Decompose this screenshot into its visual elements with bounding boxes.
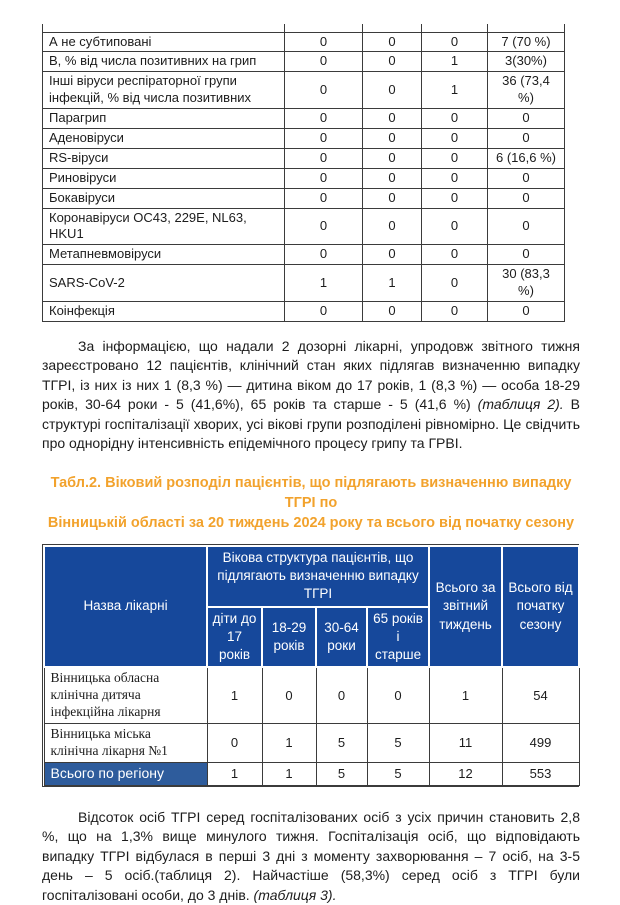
virus-name-cell: Інші віруси респіраторної групи інфекцій, % від числа позитивних xyxy=(43,72,285,109)
value-cell: 1 xyxy=(363,265,422,302)
report-page xyxy=(0,24,620,905)
table-row xyxy=(44,667,579,723)
virus-name-cell: Коронавіруси OC43, 229E, NL63, HKU1 xyxy=(43,208,285,245)
value-cell: 54 xyxy=(502,667,579,723)
virus-name-cell: Аденовіруси xyxy=(43,128,285,148)
value-cell: 12 xyxy=(429,762,502,785)
value-cell: 0 xyxy=(363,208,422,245)
col-header-age-65plus: 65 років і старше xyxy=(367,607,429,668)
value-cell: 0 xyxy=(262,667,316,723)
table-row xyxy=(43,208,565,245)
cut-off-row xyxy=(43,24,565,32)
virus-name-cell: Бокавіруси xyxy=(43,188,285,208)
value-cell: 0 xyxy=(285,72,363,109)
value-cell: 7 (70 %) xyxy=(488,32,565,52)
value-cell: 5 xyxy=(316,762,367,785)
value-cell: 0 xyxy=(422,148,488,168)
value-cell: 5 xyxy=(367,723,429,762)
value-cell: 0 xyxy=(363,168,422,188)
value-cell: 0 xyxy=(363,188,422,208)
col-header-age-structure: Вікова структура пацієнтів, що підлягають визначенню випадку ТГРІ xyxy=(207,546,429,607)
value-cell: 1 xyxy=(429,667,502,723)
value-cell: 0 xyxy=(285,301,363,321)
value-cell: 499 xyxy=(502,723,579,762)
value-cell: 0 xyxy=(363,128,422,148)
paragraph-text: За інформацією, що надали 2 дозорні лікарні, упродовж звітного тижня зареєстровано 12 пацієнтів, клінічний стан яких підлягав визначенню випадку ТГРІ, із них із них 1 (8,3 %) — дитина віком до 17 років, 1 (8,3 %) — особа 18-29 років, 30-64 роки - 5 (41,6%), 65 років та старше - 5 (41,6 %) xyxy=(42,337,580,413)
table-row xyxy=(43,301,565,321)
value-cell: 1 xyxy=(207,762,262,785)
virus-name-cell: В, % від числа позитивних на грип xyxy=(43,52,285,72)
value-cell: 0 xyxy=(488,245,565,265)
table-row xyxy=(43,168,565,188)
value-cell: 0 xyxy=(488,128,565,148)
value-cell: 0 xyxy=(285,208,363,245)
virus-name-cell: Метапневмовіруси xyxy=(43,245,285,265)
col-header-hospital: Назва лікарні xyxy=(44,546,207,667)
value-cell: 0 xyxy=(488,188,565,208)
value-cell: 0 xyxy=(422,168,488,188)
virus-name-cell: Коінфекція xyxy=(43,301,285,321)
value-cell: 0 xyxy=(285,32,363,52)
value-cell: 0 xyxy=(207,723,262,762)
value-cell: 0 xyxy=(422,208,488,245)
value-cell: 1 xyxy=(207,667,262,723)
value-cell: 5 xyxy=(367,762,429,785)
value-cell: 5 xyxy=(316,723,367,762)
value-cell: 6 (16,6 %) xyxy=(488,148,565,168)
paragraph-text: Відсоток осіб ТГРІ серед госпіталізованих осіб з усіх причин становить 2,8 %, що на 1,3% вище минулого тижня. Госпіталізація осіб, що відповідають випадку ТГРІ відбулася в перші 3 дні з моменту захворювання – 7 осіб, на 3-5 день – 5 осіб.(таблиця 2). Найчастіше (58,3%) серед осіб з ТГРІ були госпіталізовані особи, до 3 днів. xyxy=(42,808,580,903)
caption-line: Вінницькій області за 20 тиждень 2024 року та всього від початку сезону xyxy=(47,514,575,531)
value-cell: 0 xyxy=(488,109,565,129)
header-row xyxy=(44,546,579,607)
value-cell: 1 xyxy=(262,762,316,785)
table-row xyxy=(43,109,565,129)
table-row xyxy=(43,245,565,265)
value-cell: 0 xyxy=(285,245,363,265)
table-row xyxy=(44,723,579,762)
col-header-age-0-17: діти до 17 років xyxy=(207,607,262,668)
age-distribution-table-frame xyxy=(42,544,579,787)
col-header-age-30-64: 30-64 роки xyxy=(316,607,367,668)
col-header-season-total: Всього від початку сезону xyxy=(502,546,579,667)
value-cell: 0 xyxy=(285,148,363,168)
paragraph-tgri-percentage xyxy=(42,808,580,905)
table-row xyxy=(43,188,565,208)
value-cell: 0 xyxy=(422,32,488,52)
region-total-row xyxy=(44,762,579,785)
paragraph-hospital-summary xyxy=(42,337,580,454)
table-row xyxy=(43,72,565,109)
col-header-age-18-29: 18-29 років xyxy=(262,607,316,668)
hospital-name-cell: Вінницька обласна клінічна дитяча інфекційна лікарня xyxy=(44,667,207,723)
value-cell: 0 xyxy=(363,32,422,52)
hospital-name-cell: Вінницька міська клінічна лікарня №1 xyxy=(44,723,207,762)
value-cell: 0 xyxy=(488,301,565,321)
value-cell: 1 xyxy=(285,265,363,302)
value-cell: 0 xyxy=(363,301,422,321)
value-cell: 1 xyxy=(422,72,488,109)
value-cell: 0 xyxy=(363,72,422,109)
region-total-label: Всього по регіону xyxy=(44,762,207,785)
value-cell: 553 xyxy=(502,762,579,785)
value-cell: 0 xyxy=(285,168,363,188)
value-cell: 0 xyxy=(285,128,363,148)
virus-name-cell: Парагрип xyxy=(43,109,285,129)
value-cell: 0 xyxy=(422,245,488,265)
value-cell: 0 xyxy=(422,188,488,208)
virus-surveillance-table xyxy=(42,24,565,322)
table-reference: (таблиця 2). xyxy=(477,396,564,413)
value-cell: 0 xyxy=(363,52,422,72)
virus-name-cell: SARS-CoV-2 xyxy=(43,265,285,302)
value-cell: 0 xyxy=(285,188,363,208)
paragraph-text: В структурі госпіталізації хворих, усі вікові групи розподілені рівномірно. Це свідчить про однорідну інтенсивність епідемічного процесу грипу та ГРВІ. xyxy=(42,396,580,452)
value-cell: 3(30%) xyxy=(488,52,565,72)
caption-line: Табл.2. Віковий розподіл пацієнтів, що підлягають визначенню випадку ТГРІ по xyxy=(50,474,572,511)
table-reference: (таблиця 3). xyxy=(253,886,337,903)
value-cell: 0 xyxy=(316,667,367,723)
virus-name-cell: Риновіруси xyxy=(43,168,285,188)
value-cell: 0 xyxy=(285,52,363,72)
value-cell: 0 xyxy=(422,301,488,321)
value-cell: 30 (83,3 %) xyxy=(488,265,565,302)
value-cell: 0 xyxy=(422,265,488,302)
value-cell: 0 xyxy=(363,245,422,265)
value-cell: 0 xyxy=(488,208,565,245)
value-cell: 0 xyxy=(488,168,565,188)
value-cell: 0 xyxy=(422,128,488,148)
table-row xyxy=(43,265,565,302)
value-cell: 0 xyxy=(363,148,422,168)
value-cell: 0 xyxy=(422,109,488,129)
table-row xyxy=(43,128,565,148)
table-row xyxy=(43,52,565,72)
value-cell: 0 xyxy=(285,109,363,129)
value-cell: 11 xyxy=(429,723,502,762)
virus-name-cell: А не субтиповані xyxy=(43,32,285,52)
table-row xyxy=(43,148,565,168)
table2-caption xyxy=(42,473,580,533)
age-distribution-table xyxy=(43,545,580,786)
value-cell: 1 xyxy=(262,723,316,762)
value-cell: 0 xyxy=(363,109,422,129)
value-cell: 0 xyxy=(367,667,429,723)
value-cell: 1 xyxy=(422,52,488,72)
table-row xyxy=(43,32,565,52)
col-header-week-total: Всього за звітний тиждень xyxy=(429,546,502,667)
virus-name-cell: RS-віруси xyxy=(43,148,285,168)
value-cell: 36 (73,4 %) xyxy=(488,72,565,109)
